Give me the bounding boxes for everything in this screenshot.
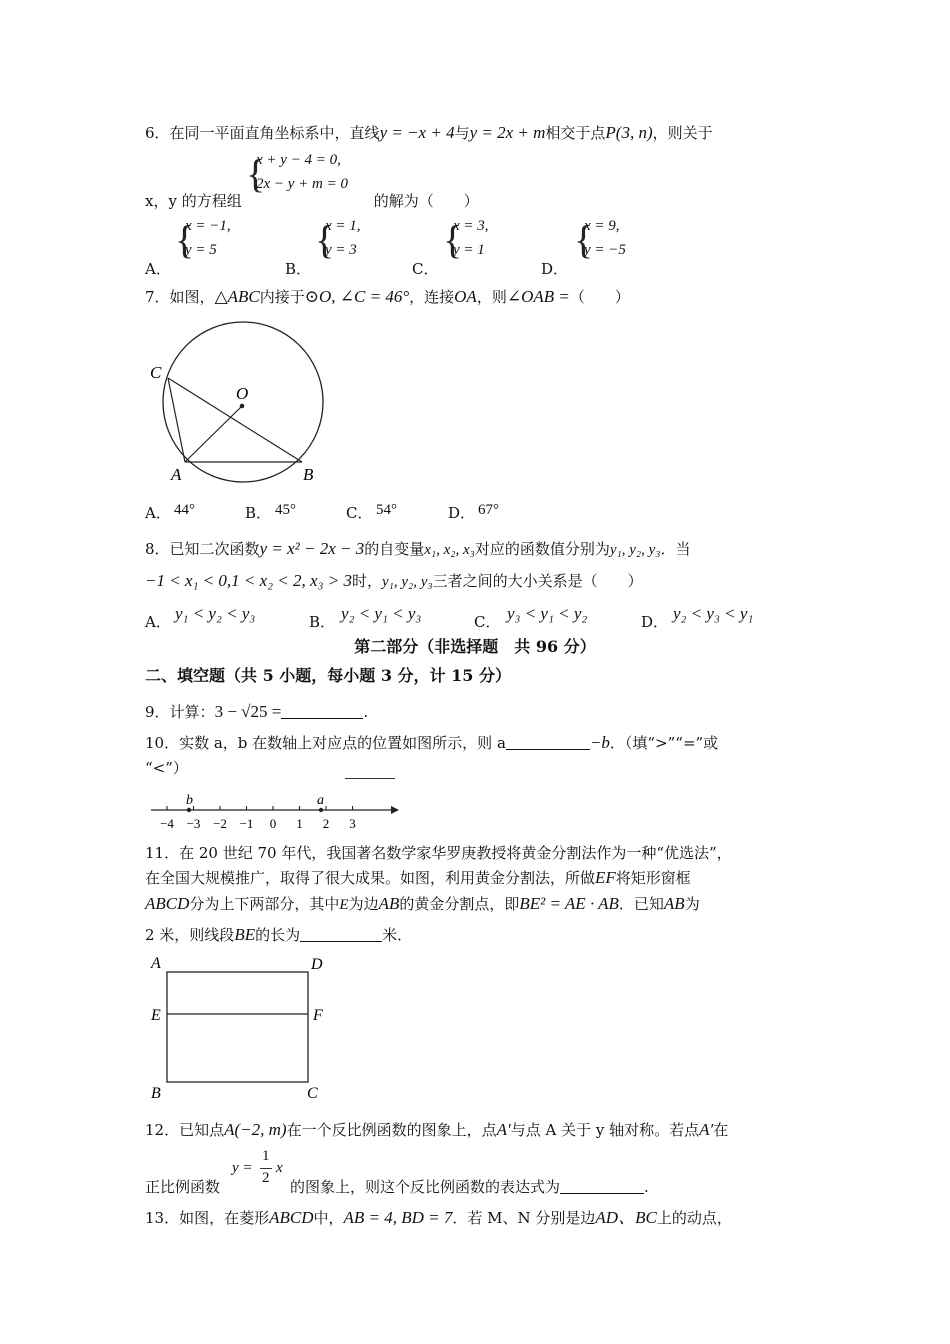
q10-answer-blank[interactable] bbox=[506, 735, 590, 750]
label-b: B bbox=[151, 1085, 161, 1100]
axis-tick-label: −3 bbox=[186, 816, 201, 831]
point-b bbox=[187, 808, 191, 812]
segment-cb bbox=[168, 378, 302, 462]
q7-condition: ⊙O, ∠C = 46° bbox=[304, 287, 410, 306]
q8-option-a[interactable]: A． bbox=[145, 613, 171, 631]
q6-point: P(3, n) bbox=[605, 123, 653, 142]
q11-line3: ABCD分为上下两部分，其中E为边AB的黄金分割点，即BE² = AE · AB．已知AB为 bbox=[145, 894, 700, 913]
axis-tick-label: −2 bbox=[213, 816, 227, 831]
q6-line2-eq: y = 2x + m bbox=[469, 123, 546, 142]
q13-condition: AB = 4, BD = 7 bbox=[343, 1208, 453, 1227]
q12-answer-blank[interactable] bbox=[560, 1179, 644, 1194]
segment-ca bbox=[168, 378, 185, 462]
q7-circle-figure bbox=[145, 320, 335, 490]
label-a: A bbox=[171, 465, 182, 484]
axis-tick-label: 1 bbox=[296, 816, 303, 831]
q6-option-a[interactable]: { x = −1, y = 5 bbox=[175, 217, 231, 262]
q11-line1: 11．在 20 世纪 70 年代，我国著名数学家华罗庚教授将黄金分割法作为一种“优选法”， bbox=[145, 844, 732, 862]
axis-tick-label: −4 bbox=[160, 816, 174, 831]
q8-option-b[interactable]: B． bbox=[309, 613, 336, 631]
q13-line1: 13．如图，在菱形ABCD中，AB = 4, BD = 7．若 M、N 分别是边AD、BC上的动点， bbox=[145, 1208, 732, 1227]
q12-point-a: A(−2, m) bbox=[224, 1120, 287, 1139]
q10-blank-mark bbox=[345, 778, 395, 779]
q9-line: 9．计算：3 − √25 = . bbox=[145, 702, 369, 721]
q9-expr: 3 − √25 = bbox=[214, 702, 282, 721]
q6-option-b-label[interactable]: B． bbox=[285, 260, 312, 278]
segment-oa bbox=[185, 406, 242, 462]
q11-equation: BE² = AE · AB bbox=[519, 894, 619, 913]
axis-tick-label: 3 bbox=[349, 816, 356, 831]
q7-line1: 7．如图，△ABC内接于⊙O, ∠C = 46°，连接OA，则∠OAB =（ ） bbox=[145, 287, 630, 306]
brace-icon: { bbox=[315, 217, 335, 262]
q11-rectangle-figure bbox=[145, 950, 345, 1100]
axis-tick-label: 0 bbox=[269, 816, 277, 831]
q6-option-d-label[interactable]: D． bbox=[541, 260, 569, 278]
q6-option-c-label[interactable]: C． bbox=[412, 260, 439, 278]
point-a bbox=[319, 808, 323, 812]
q6-option-d[interactable]: { x = 9, y = −5 bbox=[574, 217, 626, 262]
rectangle-abcd bbox=[167, 972, 308, 1082]
q6-option-b[interactable]: { x = 1, y = 3 bbox=[315, 217, 361, 262]
label-c: C bbox=[307, 1085, 318, 1100]
q10-number-line bbox=[145, 790, 405, 835]
q10-minus-b: −b bbox=[589, 733, 610, 752]
q10-line2: “<”） bbox=[145, 759, 188, 777]
brace-icon: { bbox=[574, 217, 594, 262]
brace-icon: { bbox=[443, 217, 463, 262]
label-a: A bbox=[151, 955, 161, 972]
label-o: O bbox=[236, 384, 249, 403]
center-dot bbox=[240, 404, 245, 409]
q7-triangle: △ABC bbox=[214, 287, 260, 306]
q8-line2: −1 < x₁ < 0,1 < x₂ < 2, x₃ > 3时，y₁, y₂, y₃三者之间的大小关系是（ ） bbox=[145, 571, 643, 590]
q7-option-d[interactable]: D． bbox=[448, 504, 476, 522]
q8-condition: −1 < x₁ < 0,1 < x₂ < 2, x₃ > 3 bbox=[145, 571, 352, 590]
label-b: B bbox=[303, 465, 314, 484]
q11-line4: 2 米，则线段BE的长为 米． bbox=[145, 925, 413, 944]
label-f: F bbox=[313, 1007, 323, 1024]
q9-answer-blank[interactable] bbox=[281, 704, 363, 719]
section2-title: 二、填空题（共 5 小题，每小题 3 分，计 15 分） bbox=[145, 666, 511, 685]
q7-option-b[interactable]: B． bbox=[245, 504, 272, 522]
label-a: a bbox=[317, 793, 324, 808]
label-e: E bbox=[151, 1007, 161, 1024]
label-d: D bbox=[311, 956, 323, 973]
q6-system: { x + y − 4 = 0, 2x − y + m = 0 bbox=[246, 151, 349, 196]
q6-line1: 6．在同一平面直角坐标系中，直线y = −x + 4与y = 2x + m相交于点P(3, n)，则关于 bbox=[145, 123, 713, 142]
label-c: C bbox=[150, 363, 162, 382]
part2-title: 第二部分（非选择题 共 96 分） bbox=[354, 637, 596, 656]
q6-line2: x，y 的方程组 的解为（ ） bbox=[145, 192, 479, 210]
axis-tick-label: 2 bbox=[322, 816, 330, 831]
label-b: b bbox=[186, 793, 193, 808]
q7-oa: OA bbox=[454, 287, 477, 306]
q7-option-a[interactable]: A． bbox=[145, 504, 171, 522]
axis-arrow-icon bbox=[391, 806, 399, 814]
q6-line1-eq: y = −x + 4 bbox=[379, 123, 455, 142]
q12-line1: 12．已知点A(−2, m)在一个反比例函数的图象上，点A′与点 A 关于 y 轴对称。若点A′在 bbox=[145, 1120, 729, 1139]
axis-tick-label: −1 bbox=[239, 816, 254, 831]
q11-answer-blank[interactable] bbox=[300, 927, 382, 942]
q8-line1: 8．已知二次函数y = x² − 2x − 3的自变量x₁, x₂, x₃对应的函数值分别为y₁, y₂, y₃．当 bbox=[145, 539, 691, 558]
q8-function: y = x² − 2x − 3 bbox=[259, 539, 365, 558]
q11-line2: 在全国大规模推广，取得了很大成果。如图，利用黄金分割法，所做EF将矩形窗框 bbox=[145, 868, 691, 887]
q8-option-c[interactable]: C． bbox=[474, 613, 501, 631]
brace-icon: { bbox=[175, 217, 195, 262]
q6-option-c[interactable]: { x = 3, y = 1 bbox=[443, 217, 489, 262]
q12-fraction-function: y = 1 2 x bbox=[232, 1148, 283, 1186]
q6-option-a-label[interactable]: A． bbox=[145, 260, 171, 278]
q10-line1: 10．实数 a，b 在数轴上对应点的位置如图所示，则 a −b．（填“>”“=”或 bbox=[145, 733, 719, 752]
q8-option-d[interactable]: D． bbox=[641, 613, 669, 631]
q7-option-c[interactable]: C． bbox=[346, 504, 373, 522]
q7-angle: ∠OAB = bbox=[506, 287, 570, 306]
brace-icon: { bbox=[246, 151, 266, 196]
q12-line2: 正比例函数 的图象上，则这个反比例函数的表达式为 . bbox=[145, 1178, 649, 1196]
